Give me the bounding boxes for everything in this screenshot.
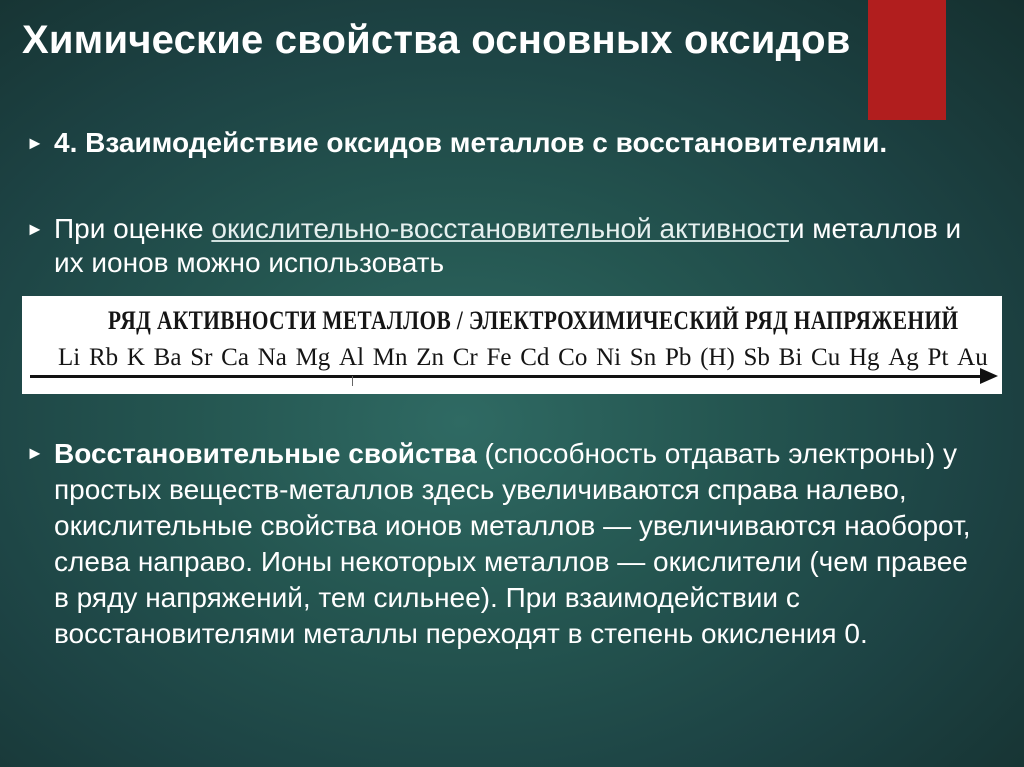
triangle-bullet-icon: ► (26, 133, 44, 153)
triangle-bullet-icon: ► (26, 219, 44, 239)
bullet-strong-term: Восстановительные свойства (54, 438, 477, 469)
series-element: Mg (295, 344, 331, 371)
bullet-text (54, 436, 976, 652)
bullet-item-reducing-properties (26, 436, 976, 652)
series-element: Hg (848, 344, 880, 371)
series-element: Au (957, 344, 988, 371)
triangle-bullet-icon: ► (26, 443, 44, 463)
series-element: Ca (221, 344, 249, 371)
activity-series-elements (58, 344, 988, 372)
series-element: Bi (778, 344, 803, 371)
series-element: Pt (927, 344, 949, 371)
bullet-text: 4. Взаимодействие оксидов металлов с восстановителями. (54, 127, 888, 158)
series-element: Cr (452, 344, 478, 371)
series-arrow-line (30, 375, 984, 378)
series-element: Sb (743, 344, 770, 371)
bullet-text-before: При оценке (54, 213, 212, 244)
arrow-right-icon (980, 368, 998, 384)
redox-activity-link[interactable]: окислительно-восстановительной активност (211, 213, 789, 244)
accent-bar (868, 0, 946, 120)
series-element: Zn (416, 344, 445, 371)
bullet-text-after: и металлов и их ионов можно использовать (54, 213, 962, 278)
series-element: Ag (888, 344, 919, 371)
series-element: Cu (811, 344, 841, 371)
bullet-text (54, 212, 976, 280)
activity-series-title: РЯД АКТИВНОСТИ МЕТАЛЛОВ / ЭЛЕКТРОХИМИЧЕСКИЙ РЯД НАПРЯЖЕНИЙ (108, 306, 959, 335)
series-element: Cd (520, 344, 550, 371)
series-element: Rb (88, 344, 119, 371)
series-element: Mn (372, 344, 408, 371)
series-element: Sn (629, 344, 657, 371)
series-element: (H) (700, 344, 735, 371)
series-element: Al (339, 344, 365, 371)
series-element: Fe (486, 344, 512, 371)
series-element: Ba (153, 344, 182, 371)
series-element: Na (257, 344, 287, 371)
series-element: Pb (664, 344, 692, 371)
bullet-item-reduction (26, 126, 976, 160)
series-element: Ni (596, 344, 622, 371)
bullet-item-redox-activity (26, 212, 976, 280)
series-element: Co (558, 344, 588, 371)
activity-series-image (22, 296, 1002, 394)
bullet-text-rest: (способность отдавать электроны) у простых веществ-металлов здесь увеличиваются справа налево, окислительные свойства ионов металлов — увеличиваются наоборот, слева направо. Ионы некоторых металлов — окислители (чем правее в ряду напряжений, тем сильнее). При взаимодействии с восстановителями металлы переходят в степень окисления 0. (54, 438, 971, 649)
series-element: Li (58, 344, 81, 371)
series-element: Sr (190, 344, 213, 371)
series-element: K (126, 344, 145, 371)
series-tick (352, 376, 353, 386)
slide-title: Химические свойства основных оксидов (22, 18, 851, 62)
